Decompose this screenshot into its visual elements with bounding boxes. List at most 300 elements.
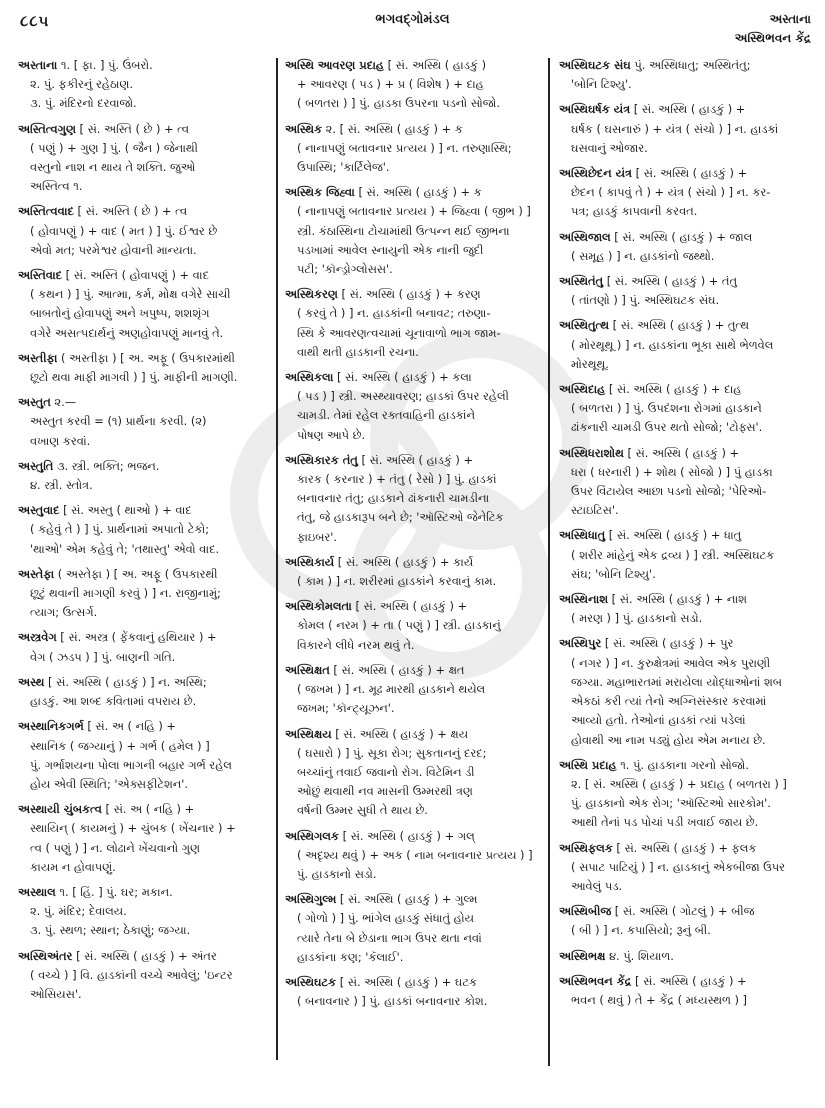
dictionary-entry: [18, 349, 270, 387]
entry-definition-text: તંતુ, જે હાડકારૂપ બને છે; 'ઑસ્ટિઓ જેનેટિક: [297, 510, 504, 525]
entry-line: [559, 164, 813, 183]
dictionary-entry: [559, 526, 813, 584]
entry-line: [18, 565, 270, 584]
entry-definition-text: સ્ત્રી. કંઠાસ્થિના ટોચામાંથી ઉત્પન્ન થઈ જીભના: [297, 223, 510, 238]
entry-definition-text: [ સં. અસ્થિ ( હાડકું ) +: [361, 452, 474, 467]
column-3: [559, 56, 813, 1016]
entry-definition-text: 'બોનિ ટિશ્યુ'.: [571, 77, 632, 92]
entry-headword: અસ્થિબીજ: [559, 904, 612, 919]
entry-definition-text: [ સં. અસ્થિ ( હાડકું ) + ફલક: [616, 840, 757, 855]
entry-line: [559, 526, 813, 545]
entry-line: [559, 972, 813, 991]
dictionary-entry: [18, 883, 270, 941]
entry-line: [285, 827, 543, 846]
entry-line: [18, 966, 270, 985]
guide-words: [735, 10, 811, 48]
entry-line: [559, 75, 813, 94]
dictionary-entry: [18, 120, 270, 197]
entry-definition-text: હોવાથી આ નામ પડ્યું હોય એમ મનાય છે.: [571, 732, 766, 747]
entry-line: [559, 355, 813, 374]
entry-definition-text: ( કામ ) ] ન. શરીરમાં હાડકાંને કરવાનું કામ.: [297, 574, 497, 589]
entry-definition-text: વખાણ કરવાં.: [30, 433, 91, 448]
entry-line: [559, 380, 813, 399]
entry-line: [285, 368, 543, 387]
entry-definition-text: 'થાઓ' એમ કહેવું તે; 'તથાસ્તુ' એવો વાદ.: [30, 541, 220, 556]
entry-line: [559, 858, 813, 877]
entry-definition-text: ત્યારે તેના બે છેડાના ભાગ ઉપર થતા નવાં: [297, 930, 482, 945]
dictionary-entry: [285, 368, 543, 445]
entry-headword: અસ્થિઅંતર: [18, 948, 73, 963]
entry-definition-text: વર્ષની ઉમ્મર સુધી તે થાય છે.: [297, 803, 428, 818]
entry-headword: અસ્થિઘર્ષક યંત્ર: [559, 102, 631, 117]
entry-definition-text: [ સં. અસ્થિ ( હાડકું ) + કાર્ય: [337, 554, 474, 569]
entry-line: [18, 985, 270, 1004]
entry-line: [18, 540, 270, 559]
dictionary-entry: [559, 100, 813, 158]
entry-definition-text: મોરથૂથૂ.: [571, 356, 609, 371]
entry-line: [285, 782, 543, 801]
entry-definition-text: ૧. [ હિં. ] પું. ઘર; મકાન.: [59, 884, 173, 899]
entry-definition-text: સ્ટાઇટિસ'.: [571, 503, 619, 518]
entry-line: [285, 616, 543, 635]
dictionary-entry: [559, 590, 813, 628]
entry-definition-text: કારક ( કરનાર ) + તંતુ ( રેસો ) ] પું. હાડકાં: [297, 472, 497, 487]
entry-headword: અસ્થિઘટક: [285, 974, 337, 989]
entry-headword: અસ્થિભક્ષ: [559, 948, 606, 963]
entry-line: [285, 75, 543, 94]
entry-line: [559, 921, 813, 940]
entry-headword: અસ્થિછેદન યંત્ર: [559, 166, 632, 181]
entry-definition-text: સંઘ; 'બોનિ ટિશ્યુ'.: [571, 566, 656, 581]
entry-definition-text: [ સં. અસ્થિ ( હાડકું ) + તુત્થ: [612, 318, 749, 333]
dictionary-entry: [285, 183, 543, 279]
entry-definition-text: સ્થાનિક ( જગ્યાનું ) + ગર્ભ ( હમેલ ) ]: [30, 738, 210, 753]
entry-line: [559, 336, 813, 355]
dictionary-entry: [559, 947, 813, 966]
book-title: ભગવદ્ગોમંડલ: [375, 12, 450, 27]
entry-line: [285, 94, 543, 113]
entry-definition-text: આવ્યો હતો. તેઓનાં હાડકાં ત્યાં પડેલાં: [571, 713, 746, 728]
guide-word-last: અસ્થિભવન કેંદ્ર: [734, 31, 811, 45]
dictionary-entry: [285, 973, 543, 1011]
entry-definition-text: ( મોરથૂથૂ ) ] ન. હાડકાંના ભૂકા સાથે ભેળવેલ: [571, 337, 774, 352]
entry-definition-text: વસ્તુનો નાશ ન થાય તે શક્તિ. જુઓ: [30, 160, 196, 175]
entry-headword: અસ્થિદાહ: [559, 382, 606, 397]
entry-line: [285, 948, 543, 967]
entry-line: [18, 56, 270, 75]
entry-line: [285, 387, 543, 406]
entry-definition-text: છેદન ( કાપવું તે ) + યંત્ર ( સંચો ) ] ન. કર-: [571, 185, 771, 200]
entry-definition-text: કાયમ ન હોવાપણું.: [30, 859, 116, 874]
entry-sense: પું. હાડકાનો એક રોગ; 'ઑસ્ટિઓ સારકોમ'.: [571, 796, 771, 811]
entry-line: [559, 902, 813, 921]
entry-definition-text: ( ગોળો ) ] પું. ભાંગેલ હાડકું સંધાતું હોય: [297, 911, 474, 926]
entry-definition-text: [ સં. અસ્થિ ( હાડકું ) + ઘટક: [339, 974, 478, 989]
entry-line: [18, 584, 270, 603]
entry-definition-text: ૪. પું. શિયાળ.: [608, 948, 674, 963]
dictionary-entry: [18, 717, 270, 794]
entry-definition-text: ( નાનાપણું બતાવનાર પ્રત્યય ) + જિહ્વા ( જીભ ) ]: [297, 204, 531, 219]
entry-headword: અસ્થિક્ષત: [285, 662, 330, 677]
entry-line: [18, 947, 270, 966]
entry-line: [559, 501, 813, 520]
entry-headword: અસ્તાના: [18, 58, 58, 72]
dictionary-entry: [285, 56, 543, 114]
entry-definition-text: [ સં. અસ્તુ ( થાઓ ) + વાદ: [63, 503, 192, 518]
entry-sense: ૨. [ સં. અસ્થિ ( હાડકું ) + પ્રદાહ ( બળતરા ) ]: [571, 776, 787, 791]
entry-definition-text: અસ્તિત્વ ૧.: [30, 179, 83, 194]
entry-definition-text: ધરા ( ધરનારી ) + શોથ ( સોજો ) ] પું હાડકા: [571, 464, 773, 479]
entry-sense: ૩. પું. મંદિરનો દરવાજો.: [30, 96, 137, 111]
entry-definition-text: ૨.—: [54, 395, 77, 410]
entry-line: [559, 692, 813, 711]
entry-line: [18, 349, 270, 368]
entry-definition-text: ઓસિયસ'.: [30, 986, 82, 1001]
entry-line: [559, 877, 813, 896]
entry-definition-text: [ સં. અસ્થિ ( હાડકું ) +: [633, 102, 746, 117]
entry-line: [559, 56, 813, 75]
dictionary-entry: [559, 228, 813, 266]
dictionary-entry: [285, 120, 543, 178]
entry-definition-text: [ સં. અસ્થિ ( હાડકું ) +: [355, 599, 468, 614]
entry-line: [18, 692, 270, 711]
entry-definition-text: [ સં. અસ્થિ ( હાડકું ) + દાહ: [608, 382, 742, 397]
entry-headword: અસ્થિકોમલતા: [285, 599, 352, 614]
entry-headword: અસ્થિધરાશોથ: [559, 445, 624, 460]
column-1: [18, 56, 270, 1010]
entry-definition-text: ( બનાવનાર ) ] પું. હાડકાં બનાવનાર કોશ.: [297, 994, 488, 1009]
entry-line: [18, 120, 270, 139]
entry-line: [18, 756, 270, 775]
entry-line: [18, 158, 270, 177]
dictionary-entry: [18, 673, 270, 711]
entry-line: [559, 183, 813, 202]
entry-line: [285, 426, 543, 445]
dictionary-entry: [559, 839, 813, 897]
entry-definition-text: [ સં. અસ્થિ ( હાડકું ) +: [635, 166, 748, 181]
entry-line: [559, 609, 813, 628]
entry-line: [559, 565, 813, 584]
entry-definition-text: [ સં. અસ્તિ ( છે ) + ત્વ: [79, 121, 190, 136]
entry-definition-text: સ્થાયિન્ ( કાયમનું ) + ચુંબક ( ખેંચનાર ) +: [30, 821, 236, 836]
entry-sense: ૪. સ્ત્રી. સ્તોત્ર.: [30, 478, 93, 493]
entry-line: [559, 316, 813, 335]
entry-definition-text: હોય એવી સ્થિતિ; 'એક્સફીટેશન'.: [30, 776, 189, 791]
entry-line: [559, 731, 813, 750]
page-number: ૮૮૫: [20, 12, 50, 30]
entry-definition-text: વગેરે અસત્પદાર્થનું અણહોવાપણું માનવું તે.: [30, 325, 224, 340]
entry-definition-text: બચ્ચાંનું તવાઈ જવાનો રોગ. વિટેમિન ડી: [297, 764, 475, 779]
entry-definition-text: [ સં. અ ( નહિ ) +: [105, 802, 195, 817]
entry-line: [559, 991, 813, 1010]
entry-definition-text: ( ઘસારો ) ] પું. સૂકા રોગ; સુકતાનનું દરદ;: [297, 745, 487, 760]
entry-definition-text: ૧. પું. હાડકાના ગરનો સોજો.: [620, 757, 750, 772]
entry-line: [559, 673, 813, 692]
entry-definition-text: એવો મત; પરમેશ્વર હોવાની માન્યતા.: [30, 242, 197, 257]
entry-definition-text: છૂટું થવાની માગણી કરવું ) ] ન. રાજીનામું;: [30, 586, 221, 601]
entry-definition-text: પું. અસ્થિધાતુ; અસ્થિતંતુ;: [634, 58, 751, 72]
entry-definition-text: [ સં. અસ્થિ ( હાડકું ): [387, 58, 487, 72]
entry-line: [18, 628, 270, 647]
entry-line: [559, 546, 813, 565]
dictionary-entry: [285, 827, 543, 885]
entry-headword: અસ્થાનિકગર્ભ: [18, 719, 84, 734]
entry-line: [18, 648, 270, 667]
entry-headword: અસ્થિક: [285, 121, 323, 136]
entry-line: [285, 451, 543, 470]
entry-line: [559, 120, 813, 139]
entry-definition-text: ( બળતરા ) ] પું. હાડકા ઉપરના પડનો સોજો.: [297, 96, 501, 111]
guide-word-first: અસ્તાના: [769, 12, 811, 26]
entry-headword: અસ્થિકારક તંતુ: [285, 452, 358, 467]
entry-definition-text: પટી; 'કૉન્ડ્રોગ્લોસસ'.: [297, 262, 393, 277]
entry-sense: ૨. પું. મંદિર; દેવાલય.: [30, 904, 127, 919]
dictionary-entry: [559, 756, 813, 833]
entry-definition-text: ૩. સ્ત્રી. ભક્તિ; ભજન.: [56, 458, 160, 473]
entry-line: [285, 973, 543, 992]
entry-definition-text: હાડકાંના કણ; 'કૅલાઈ'.: [297, 949, 404, 964]
entry-line: [559, 654, 813, 673]
entry-definition-text: છૂટો થવા માફી માગવી ) ] પું. માફીની માગણી.: [30, 370, 238, 385]
entry-line: [285, 744, 543, 763]
entry-definition-text: ( કથન ) ] પું. આત્મા, કર્મ, મોક્ષ વગેરે સાચી: [30, 287, 231, 302]
entry-line: [559, 634, 813, 653]
entry-definition-text: [ સં. અસ્થિ ( હાડકું ) + ક્ષત: [333, 662, 465, 677]
entry-definition-text: ( અદૃશ્ય થવું ) + અક ( નામ બનાવનાર પ્રત્યય ) ]: [297, 847, 533, 862]
entry-headword: અસ્તિત્વગુણ: [18, 121, 76, 136]
entry-line: [285, 890, 543, 909]
entry-line: [18, 304, 270, 323]
entry-line: [18, 839, 270, 858]
entry-line: [559, 247, 813, 266]
entry-line: [559, 463, 813, 482]
entry-line: [285, 572, 543, 591]
entry-headword: અસ્તુત: [18, 395, 51, 410]
entry-definition-text: ( બી ) ] ન. કપાસિયો; રૂનું બી.: [571, 923, 711, 938]
dictionary-entry: [559, 634, 813, 749]
dictionary-entry: [559, 164, 813, 222]
entry-definition-text: ઘસવાનું ઓજાર.: [571, 140, 648, 155]
entry-headword: અસ્તેફા: [18, 566, 55, 581]
entry-definition-text: બાબતોનું હોવાપણું અને ખપુષ્પ, શશશૃંગ: [30, 306, 210, 321]
entry-line: [18, 324, 270, 343]
entry-line: [285, 183, 543, 202]
entry-line: [285, 343, 543, 362]
entry-line: [285, 260, 543, 279]
entry-sense: આથી તેનાં પડ પોચાં પડી ખવાઈ જાય છે.: [571, 815, 759, 830]
entry-line: [285, 992, 543, 1011]
entry-headword: અસ્થિ આવરણ પ્રદાહ: [285, 58, 384, 72]
entry-line: [285, 553, 543, 572]
entry-line: [285, 489, 543, 508]
entry-definition-text: ( નગર ) ] ન. કુરુક્ષેત્રમાં આવેલ એક પુરાણી: [571, 655, 771, 670]
entry-definition-text: + આવરણ ( પડ ) + પ્ર ( વિશેષ ) + દાહ: [297, 77, 484, 92]
entry-definition-text: [ સં. અસ્થિ ( હાડકું ) + ગલ્: [342, 828, 475, 843]
entry-definition-text: ૧. [ ફા. ] પું. ઉંબરો.: [60, 58, 153, 72]
entry-definition-text: ( અસ્તેફા ) [ અ. અફૂ ( ઉપકારથી: [57, 566, 218, 581]
entry-definition-text: ( હોવાપણું ) + વાદ ( મત ) ] પું. ઈશ્વર છે: [30, 223, 218, 238]
entry-line: [285, 699, 543, 718]
entry-line: [285, 470, 543, 489]
entry-line: [18, 393, 270, 412]
entry-definition-text: ઉપર વિંટાયેલ આછા પડનો સોજો; 'પેરિઓ-: [571, 484, 767, 499]
entry-line: [559, 947, 813, 966]
entry-line: [285, 801, 543, 820]
entry-line: [18, 457, 270, 476]
entry-definition-text: ભવન ( થવું ) તે + કેંદ્ર ( મધ્યસ્થળ ) ]: [571, 992, 747, 1007]
entry-definition-text: ( તાંતણો ) ] પું. અસ્થિઘટક સંઘ.: [571, 293, 720, 308]
dictionary-entry: [18, 947, 270, 1005]
entry-headword: અસ્થિગલક: [285, 828, 339, 843]
entry-definition-text: ( નાનાપણું બતાવનાર પ્રત્યય ) ] ન. તરુણાસ્થિ;: [297, 140, 512, 155]
entry-line: [18, 673, 270, 692]
entry-line: [559, 272, 813, 291]
entry-definition-text: [ સં. અસ્થિ ( હાડકું ) + પુર: [604, 636, 734, 651]
entry-definition-text: ત્વ ( પણું ) ] ન. લોઢાને ખેંચવાનો ગુણ: [30, 840, 200, 855]
entry-headword: અસ્ત્રવેગ: [18, 630, 57, 645]
entry-line: [18, 241, 270, 260]
entry-definition-text: કોમલ ( નરમ ) + તા ( પણું ) ] સ્ત્રી. હાડકાનું: [297, 618, 501, 633]
entry-definition-text: ( બળતરા ) ] પું. ઉપદંશના રોગમાં હાડકાને: [571, 401, 762, 416]
entry-line: [285, 636, 543, 655]
entry-definition-text: [ સં. અસ્થિ ( ગોટલું ) + બીજ: [614, 904, 755, 919]
entry-line: [285, 763, 543, 782]
dictionary-entry: [18, 501, 270, 559]
entry-line: [559, 444, 813, 463]
dictionary-entry: [18, 457, 270, 495]
entry-line: [18, 883, 270, 902]
entry-definition-text: આવેલું પડ.: [571, 878, 623, 893]
entry-line: [559, 418, 813, 437]
entry-definition-text: પડખામાં આવેલ સ્નાયુની એક નાની જુદી: [297, 242, 484, 257]
entry-line: [559, 482, 813, 501]
entry-line: [18, 139, 270, 158]
entry-line: [285, 324, 543, 343]
entry-definition-text: [ સં. અસ્થિ ( હાડકું ) + કરણ: [341, 287, 481, 302]
dictionary-entry: [18, 565, 270, 623]
entry-line: [18, 202, 270, 221]
entry-headword: અસ્થિઘટક સંઘ: [559, 58, 631, 72]
dictionary-entry: [285, 597, 543, 655]
entry-line: [285, 929, 543, 948]
entry-line: [285, 120, 543, 139]
column-divider: [276, 58, 278, 1060]
entry-definition-text: ( મરણ ) ] પું. હાડકાનો સડો.: [571, 611, 703, 626]
entry-line: [559, 100, 813, 119]
entry-headword: અસ્થિકરણ: [285, 287, 338, 302]
entry-definition-text: હાડકું. આ શબ્દ કવિતામાં વપરાય છે.: [30, 694, 197, 709]
entry-line: [285, 508, 543, 527]
entry-definition-text: [ સં. અસ્થિ ( હાડકું ) + તંતુ: [606, 274, 738, 289]
entry-definition-text: ( પણું ) + ગુણ ] પું. ( જૈન ) જેનાથી: [30, 140, 198, 155]
entry-definition-text: વિકારને લીધે નરમ થવું તે.: [297, 637, 415, 652]
entry-line: [559, 228, 813, 247]
entry-line: [559, 839, 813, 858]
entry-line: [559, 202, 813, 221]
entry-line: [285, 202, 543, 221]
dictionary-entry: [18, 800, 270, 877]
dictionary-entry: [559, 972, 813, 1010]
entry-definition-text: ( શરીર માંહેનું એક દ્રવ્ય ) ] સ્ત્રી. અસ્થિઘટક: [571, 547, 775, 562]
entry-definition-text: જખમ; 'કૉન્ટ્યૂઝન'.: [297, 701, 395, 716]
entry-definition-text: બનાવનાર તંતુ; હાડકાને ઢાંકનારી ચામડીના: [297, 491, 490, 506]
entry-definition-text: ઓછું થવાથી નવ માસની ઉમ્મરથી ત્રણ: [297, 784, 473, 799]
entry-line: [18, 266, 270, 285]
entry-headword: અસ્થિતંતુ: [559, 274, 604, 289]
entry-headword: અસ્થિક જિહ્વા: [285, 185, 355, 200]
entry-line: [559, 399, 813, 418]
entry-definition-text: વેગ ( ઝડપ ) ] પું. બાણની ગતિ.: [30, 649, 176, 664]
entry-headword: અસ્તુતિ: [18, 458, 54, 473]
entry-definition-text: [ સં. અસ્થિ ( હાડકું ) + કલા: [337, 370, 472, 385]
dictionary-entry: [285, 725, 543, 821]
dictionary-entry: [559, 444, 813, 521]
entry-line: [18, 737, 270, 756]
column-2: [285, 56, 543, 1017]
entry-line: [18, 775, 270, 794]
entry-definition-text: પું. ગર્ભાશયના પોલા ભાગની બહાર ગર્ભ રહેલ: [30, 757, 232, 772]
entry-headword: અસ્તિવાદ: [18, 268, 63, 283]
entry-headword: અસ્થાયી ચુંબકત્વ: [18, 802, 102, 817]
entry-line: [18, 603, 270, 622]
entry-line: [18, 858, 270, 877]
entry-definition-text: ( સમૂહ ) ] ન. હાડકાંનો જથ્થો.: [571, 248, 715, 263]
entry-line: [559, 756, 813, 775]
dictionary-entry: [18, 56, 270, 114]
entry-definition-text: [ સં. અસ્તિ ( છે ) + ત્વ: [77, 204, 188, 219]
entry-sense: ૨. પું. ફકીરનું રહેઠાણ.: [30, 77, 133, 92]
dictionary-entry: [559, 316, 813, 374]
dictionary-entry: [559, 380, 813, 438]
column-divider: [548, 58, 550, 1066]
entry-headword: અસ્થિફલક: [559, 840, 613, 855]
entry-definition-text: ફાઇબર'.: [297, 529, 338, 544]
entry-definition-text: [ સં. અસ્થિ ( હાડકું ) + ક્ષય: [335, 726, 469, 741]
entry-line: [285, 56, 543, 75]
entry-definition-text: [ સં. અસ્થિ ( હાડકું ) + નાશ: [611, 592, 747, 607]
entry-line: [18, 432, 270, 451]
entry-definition-text: [ સં. અસ્થિ ( હાડકું ) + ગુલ્મ: [339, 892, 478, 907]
entry-headword: અસ્થ: [18, 674, 45, 689]
entry-line: [285, 528, 543, 547]
entry-definition-text: ઉપાસ્થિ; 'કાર્ટિલેજ'.: [297, 160, 390, 175]
entry-definition-text: પું. હાડકાનો સડો.: [297, 866, 377, 881]
entry-line: [559, 291, 813, 310]
entry-line: [285, 725, 543, 744]
entry-line: [285, 909, 543, 928]
entry-line: [559, 711, 813, 730]
entry-headword: અસ્થિક્ષય: [285, 726, 332, 741]
entry-definition-text: ( પડ ) ] સ્ત્રી. અસ્થ્યાવરણ; હાડકાં ઉપર રહેલી: [297, 389, 509, 404]
entry-definition-text: ૨. [ સં. અસ્થિ ( હાડકું ) + ક: [325, 121, 463, 136]
entry-definition-text: ( કહેવું તે ) ] પું. પ્રાર્થનામાં અપાતો ટેકો;: [30, 522, 210, 537]
entry-line: [18, 412, 270, 431]
dictionary-entry: [285, 553, 543, 591]
entry-line: [18, 222, 270, 241]
entry-line: [18, 368, 270, 387]
entry-sense: ૩. પું. સ્થળ; સ્થાન; ઠેકાણું; જગ્યા.: [30, 923, 191, 938]
entry-line: [18, 800, 270, 819]
entry-definition-text: અસ્તુત કરવી = (૧) પ્રાર્થના કરવી. (૨): [30, 414, 207, 429]
entry-line: [285, 661, 543, 680]
entry-headword: અસ્થિગુલ્મ: [285, 892, 337, 907]
entry-headword: અસ્થિ પ્રદાહ: [559, 757, 617, 772]
dictionary-entry: [285, 661, 543, 719]
entry-line: [285, 846, 543, 865]
entry-headword: અસ્થિનાશ: [559, 592, 609, 607]
entry-definition-text: [ સં. અસ્થિ ( હાડકું ) +: [627, 445, 740, 460]
entry-headword: અસ્તિત્વવાદ: [18, 204, 74, 219]
